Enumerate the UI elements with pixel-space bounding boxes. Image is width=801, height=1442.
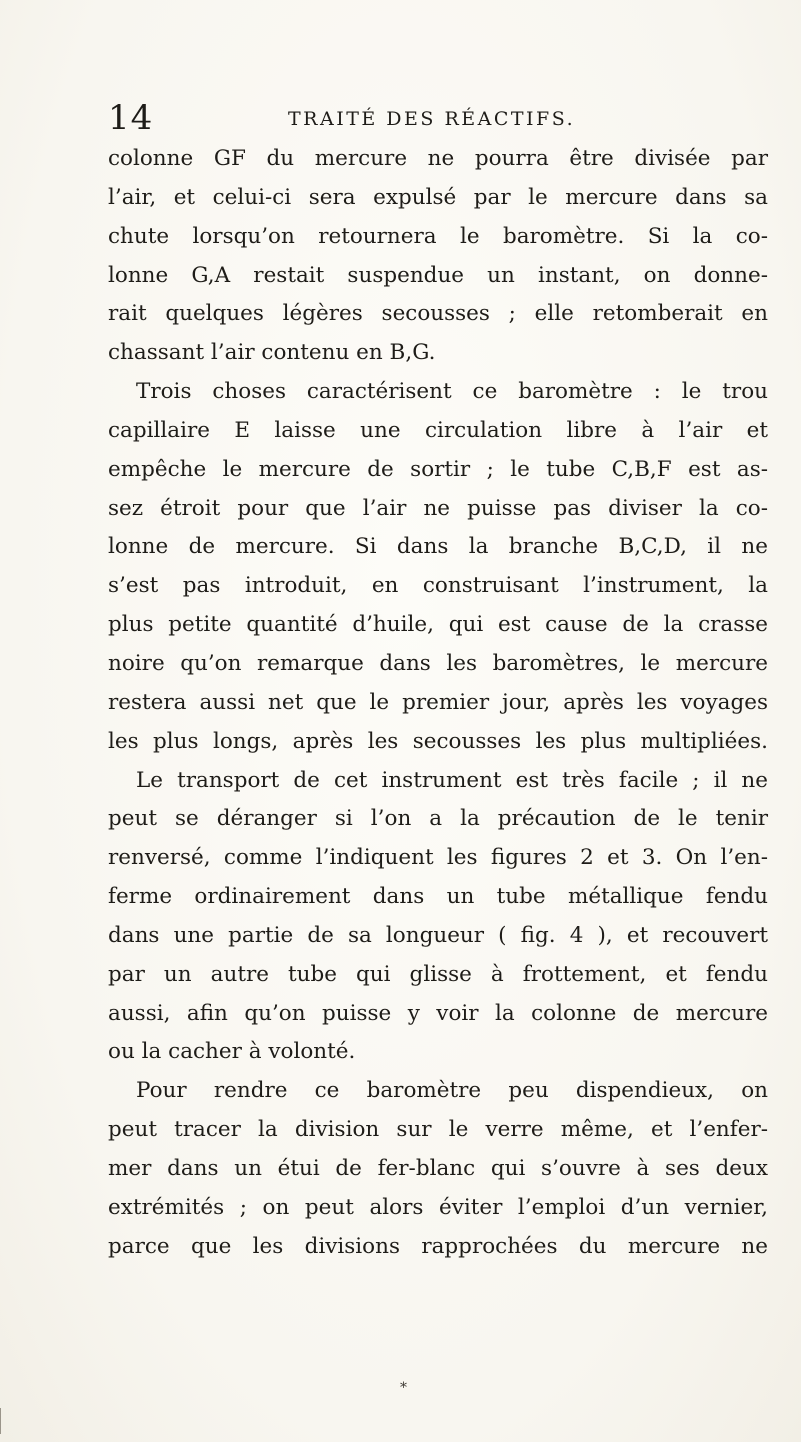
page-edge-mark [0,1408,4,1434]
text-line: ou la cacher à volonté. [108,1039,356,1065]
text-line: par un autre tube qui glisse à frottement, et fendu [108,961,768,987]
text-line: aussi, afin qu’on puisse y voir la colonne de mercure [108,1000,768,1026]
text-line: Le transport de cet instrument est très facile ; il ne [136,767,768,793]
page-header [108,100,768,136]
text-line: peut se déranger si l’on a la précaution de le tenir [108,806,768,832]
text-line: mer dans un étui de fer-blanc qui s’ouvre à ses deux [108,1155,768,1181]
text-line: ferme ordinairement dans un tube métallique fendu [108,884,768,910]
text-line: capillaire E laisse une circulation libre à l’air et [108,417,768,443]
text-line: empêche le mercure de sortir ; le tube C,B,F est as- [108,456,768,482]
text-line: chute lorsqu’on retournera le baromètre. Si la co- [108,223,768,249]
text-line: les plus longs, après les secousses les plus multipliées. [108,728,768,754]
running-title: TRAITÉ DES RÉACTIFS. [288,108,576,130]
text-line: dans une partie de sa longueur ( fig. 4 ), et recouvert [108,922,768,948]
text-line: lonne G,A restait suspendue un instant, on donne- [108,262,768,288]
body-text [108,140,768,1266]
text-line: s’est pas introduit, en construisant l’instrument, la [108,573,768,599]
text-line: sez étroit pour que l’air ne puisse pas diviser la co- [108,495,768,521]
text-line: lonne de mercure. Si dans la branche B,C,D, il ne [108,534,768,560]
text-line: peut tracer la division sur le verre même, et l’enfer- [108,1117,768,1143]
text-line: chassant l’air contenu en B,G. [108,340,436,366]
printer-mark: * [400,1380,407,1396]
text-line: noire qu’on remarque dans les baromètres, le mercure [108,650,768,676]
text-line: restera aussi net que le premier jour, après les voyages [108,689,768,715]
text-line: plus petite quantité d’huile, qui est cause de la crasse [108,612,768,638]
text-line: colonne GF du mercure ne pourra être divisée par [108,146,768,171]
text-line: parce que les divisions rapprochées du mercure ne [108,1233,768,1259]
text-line: renversé, comme l’indiquent les figures 2 et 3. On l’en- [108,845,768,871]
text-line: l’air, et celui-ci sera expulsé par le mercure dans sa [108,184,768,210]
text-line: rait quelques légères secousses ; elle retomberait en [108,301,768,327]
page-number: 14 [108,98,154,138]
text-line: extrémités ; on peut alors éviter l’emploi d’un vernier, [108,1194,768,1220]
text-line: Pour rendre ce baromètre peu dispendieux, on [136,1078,768,1104]
text-line: Trois choses caractérisent ce baromètre : le trou [136,379,768,405]
